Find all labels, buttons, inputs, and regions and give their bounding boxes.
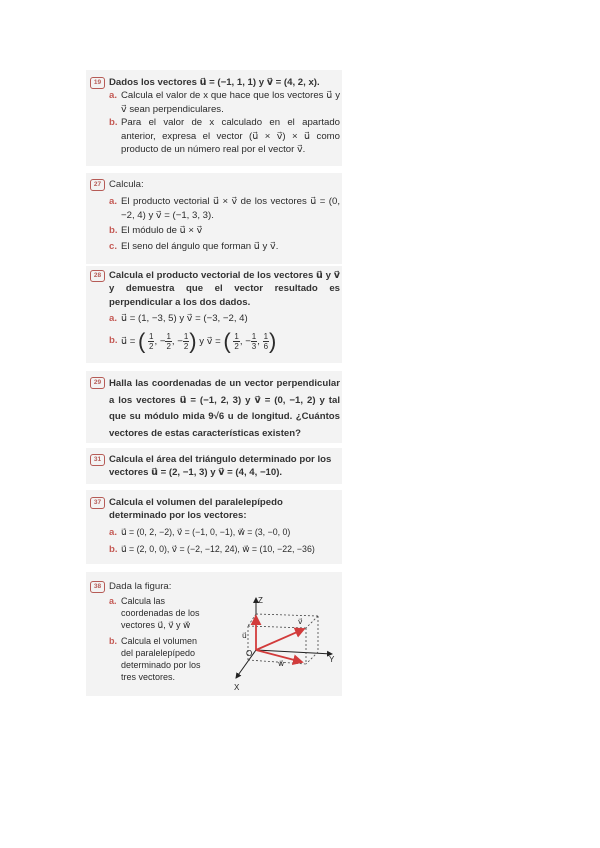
item-text: El producto vectorial u⃗ × v⃗ de los vectores u⃗ = (0, −2, 4) y v⃗ = (−1, 3, 3).	[121, 196, 340, 221]
u-label: u⃗	[242, 631, 247, 640]
exercise-number: 37	[90, 497, 105, 509]
x-label: X	[234, 683, 240, 692]
item-text: Calcula las coordenadas de los vectores u⃗, v⃗ y w⃗	[121, 596, 200, 631]
fraction: $\frac{1}{2}$	[149, 331, 154, 351]
exercise-number: 38	[90, 581, 105, 593]
list-item	[109, 543, 340, 556]
fraction-expression: u⃗ = ( $\frac{1}{2}$ , − $\frac{1}{2}$ , − $\frac{1}{2}$ ) y v⃗ = ( $\frac{1}{2}$ , − $\frac{1}{3}$ , $\frac{1}{6}$ )	[121, 328, 277, 354]
y-label: Y	[329, 655, 335, 664]
item-label: a.	[109, 90, 118, 102]
exercise-number: 27	[90, 179, 105, 191]
parallelepiped-figure	[228, 594, 338, 694]
fraction: $\frac{1}{2}$	[183, 331, 189, 351]
exercise-statement: Calcula:	[109, 179, 144, 190]
exercise-29	[90, 376, 340, 442]
exercise-statement: Calcula el área del triángulo determinado por los vectores u⃗ = (2, −1, 3) y v⃗ = (4, 4, −10).	[109, 454, 332, 479]
item-text: El seno del ángulo que forman u⃗ y v⃗.	[121, 240, 279, 252]
exercise-31	[90, 453, 340, 480]
item-text: u⃗ = (2, 0, 0), v⃗ = (−2, −12, 24), w⃗ = (10, −22, −36)	[121, 544, 315, 555]
list-item	[109, 526, 340, 539]
item-text: Calcula el valor de x que hace que los vectores u⃗ y v⃗ sean perpendiculares.	[121, 90, 340, 115]
list-item	[109, 89, 340, 116]
item-label: a.	[109, 313, 118, 325]
exercise-37	[90, 496, 340, 557]
v-label: v⃗	[298, 617, 303, 626]
origin-label: O	[246, 649, 253, 658]
item-text: u⃗ = (0, 2, −2), v⃗ = (−1, 0, −1), w⃗ = (3, −0, 0)	[121, 526, 291, 537]
list-item	[109, 195, 340, 222]
exercise-number: 19	[90, 77, 105, 89]
fraction: $\frac{1}{6}$	[263, 331, 269, 351]
item-text: El módulo de u⃗ × v⃗	[121, 225, 203, 237]
item-label: b.	[109, 544, 118, 556]
item-text: u⃗ = (1, −3, 5) y v⃗ = (−3, −2, 4)	[121, 313, 248, 325]
item-label: b.	[109, 335, 118, 347]
exercise-statement: Dada la figura:	[109, 581, 172, 592]
list-item	[109, 240, 340, 253]
sign: −	[245, 335, 251, 347]
exercise-28	[90, 269, 340, 354]
exercise-27	[90, 178, 340, 253]
sign: −	[177, 335, 183, 347]
w-label: w⃗	[278, 659, 285, 668]
fraction: $\frac{1}{3}$	[251, 331, 257, 351]
item-label: a.	[109, 526, 118, 538]
exercise-number: 29	[90, 377, 105, 389]
list-item	[109, 224, 340, 237]
exercise-number: 31	[90, 454, 105, 466]
exercise-statement: Calcula el producto vectorial de los vectores u⃗ y v⃗ y demuestra que el vector resultado es perpendicular a los dos dados.	[109, 270, 340, 308]
connector: y v⃗ =	[199, 335, 221, 347]
item-text: Calcula el volumen del paralelepípedo determinado por los tres vectores.	[121, 636, 201, 683]
v-vector	[256, 629, 304, 650]
item-label: a.	[109, 196, 118, 208]
exercise-statement: Dados los vectores u⃗ = (−1, 1, 1) y v⃗ = (4, 2, x).	[109, 77, 320, 88]
item-label: b.	[109, 225, 118, 237]
list-item	[109, 116, 340, 156]
list-item	[109, 595, 211, 631]
list-item	[109, 328, 340, 354]
item-label: b.	[109, 636, 117, 647]
fraction: $\frac{1}{2}$	[234, 331, 239, 351]
exercise-19	[90, 76, 340, 156]
item-label: b.	[109, 117, 118, 129]
item-label: a.	[109, 596, 117, 607]
item-text: Para el valor de x calculado en el apartado anterior, expresa el vector (u⃗ × v⃗) × u⃗ como producto de un número real por el vector v⃗.	[121, 117, 340, 156]
u-prefix: u⃗ =	[121, 335, 136, 347]
sign: −	[159, 335, 166, 347]
fraction: $\frac{1}{2}$	[166, 331, 171, 351]
list-item	[109, 635, 211, 683]
list-item	[109, 312, 340, 325]
exercise-statement: Halla las coordenadas de un vector perpendicular a los vectores u⃗ = (−1, 2, 3) y v⃗ = (0, −1, 2) y tal que su módulo mida 9√6 u de longitud. ¿Cuántos vectores de estas características existen?	[109, 378, 340, 439]
exercise-statement: Calcula el volumen del paralelepípedo determinado por los vectores:	[109, 497, 283, 522]
exercise-number: 28	[90, 270, 105, 282]
item-label: c.	[109, 240, 118, 252]
z-label: Z	[258, 596, 263, 605]
